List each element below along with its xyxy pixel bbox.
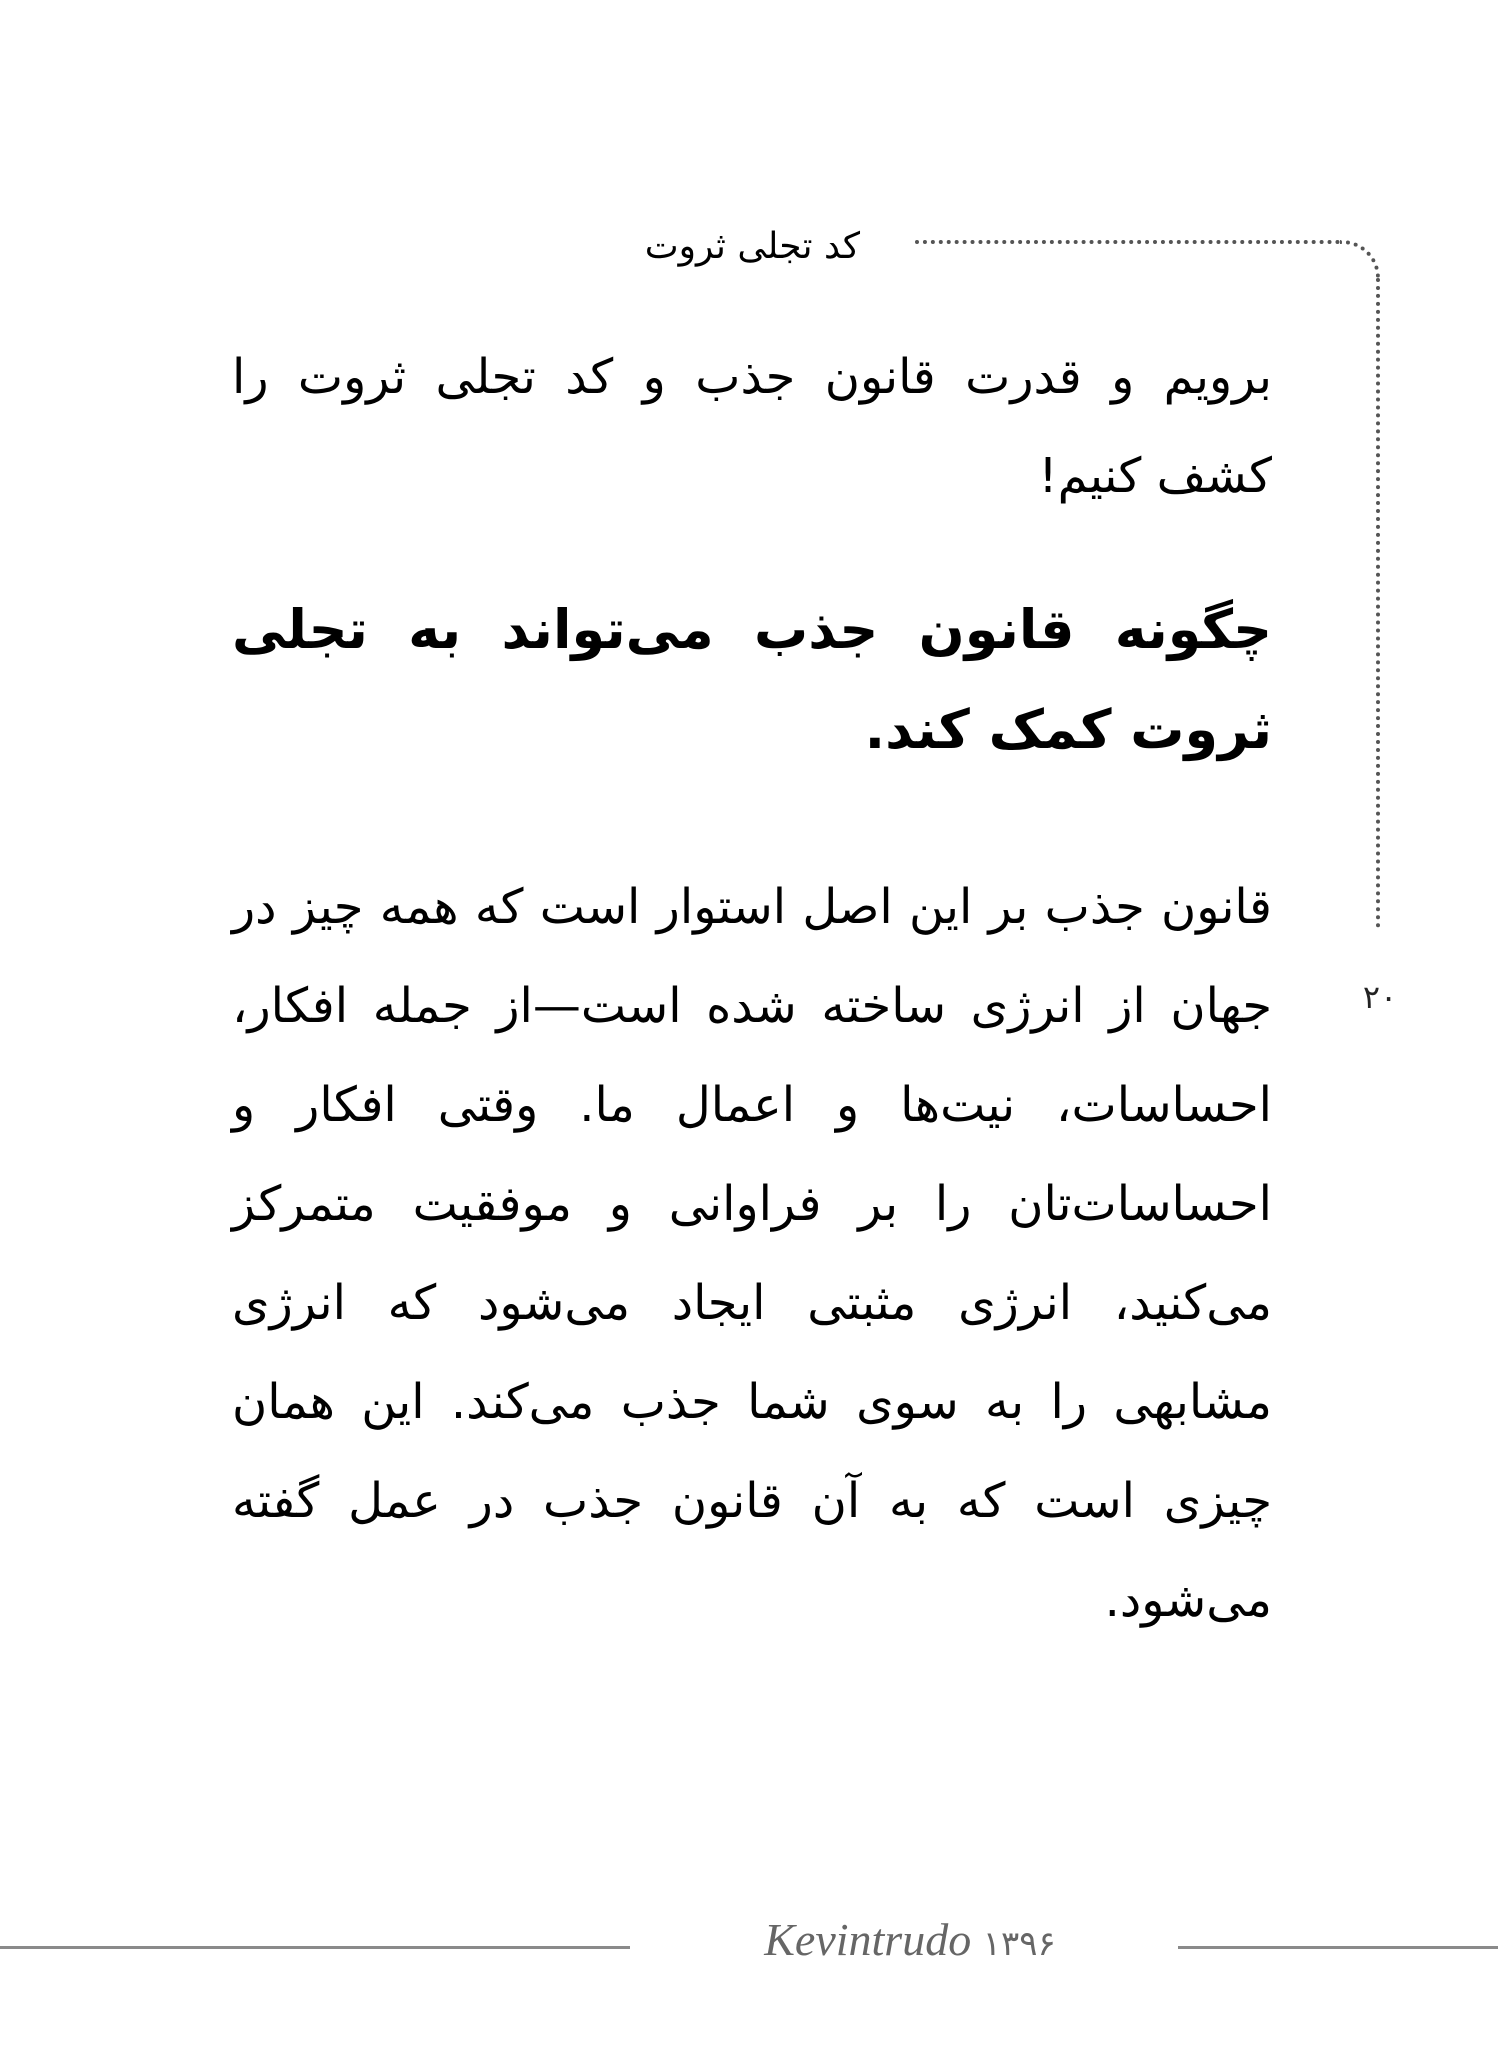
footer-rule-left (0, 1946, 630, 1949)
page-number: ۲۰ (1362, 978, 1398, 1016)
intro-paragraph: برویم و قدرت قانون جذب و کد تجلی ثروت را کشف کنیم! (232, 349, 1272, 504)
body-paragraph: قانون جذب بر این اصل استوار است که همه چیز در جهان از انرژی ساخته شده است—از جمله افکار، احساسات، نیت‌ها و اعمال ما. وقتی افکار و احساسات‌تان را بر فراوانی و موفقیت متمرکز می‌کنید، انرژی مثبتی ایجاد می‌شود که انرژی مشابهی را به سوی شما جذب می‌کند. این همان چیزی است که به آن قانون جذب در عمل گفته می‌شود. (232, 879, 1272, 1628)
footer-author: Kevintrudo (764, 1914, 972, 1965)
footer-rule-right (1178, 1946, 1498, 1949)
header-dotted-corner (1340, 240, 1380, 280)
section-heading: چگونه قانون جذب می‌تواند به تجلی ثروت کمک کند. (232, 598, 1272, 761)
footer-year: ۱۳۹۶ (982, 1924, 1056, 1964)
header-dotted-rule (915, 240, 1340, 244)
side-dotted-rule (1376, 278, 1380, 928)
footer (700, 1910, 1120, 1974)
running-title: کد تجلی ثروت (644, 226, 860, 267)
